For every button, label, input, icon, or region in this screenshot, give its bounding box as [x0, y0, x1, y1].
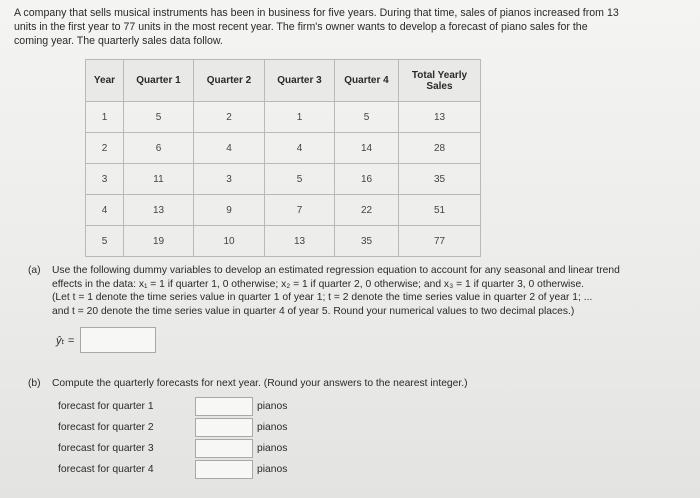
- table-row: [86, 226, 481, 257]
- table-cell: 3: [86, 164, 124, 195]
- forecast-q4-input[interactable]: [195, 460, 253, 479]
- table-cell: 1: [86, 102, 124, 133]
- regression-equation-input[interactable]: [80, 327, 156, 353]
- table-cell: 4: [194, 133, 265, 164]
- intro-line: coming year. The quarterly sales data follow.: [14, 35, 223, 47]
- problem-intro: [14, 6, 690, 48]
- forecast-unit: pianos: [257, 401, 288, 412]
- table-cell: 5: [335, 102, 399, 133]
- table-cell: 28: [399, 133, 481, 164]
- table-row: [86, 164, 481, 195]
- header-year: Year: [86, 60, 124, 102]
- table-cell: 11: [124, 164, 194, 195]
- forecast-label: forecast for quarter 3: [58, 443, 154, 454]
- table-cell: 13: [399, 102, 481, 133]
- forecast-label: forecast for quarter 4: [58, 464, 154, 475]
- table-cell: 5: [86, 226, 124, 257]
- table-cell: 7: [265, 195, 335, 226]
- forecast-row-q4: [58, 460, 287, 479]
- table-cell: 14: [335, 133, 399, 164]
- table-header-row: [86, 60, 481, 102]
- table-cell: 35: [399, 164, 481, 195]
- intro-line: units in the first year to 77 units in the most recent year. The firm's owner wants to develop a forecast of piano sales for the: [14, 21, 588, 33]
- part-b-tag: (b): [28, 378, 41, 389]
- table-cell: 13: [124, 195, 194, 226]
- table-cell: 4: [265, 133, 335, 164]
- table-cell: 9: [194, 195, 265, 226]
- table-cell: 3: [194, 164, 265, 195]
- yhat-label: ŷₜ =: [56, 334, 75, 347]
- forecast-row-q3: [58, 439, 287, 458]
- quarterly-sales-table: [85, 59, 481, 257]
- part-b-prompt: Compute the quarterly forecasts for next year. (Round your answers to the nearest integer.): [52, 378, 468, 389]
- header-quarter-3: Quarter 3: [265, 60, 335, 102]
- table-cell: 5: [124, 102, 194, 133]
- forecast-row-q2: [58, 418, 287, 437]
- forecast-unit: pianos: [257, 464, 288, 475]
- forecast-row-q1: [58, 397, 287, 416]
- table-cell: 35: [335, 226, 399, 257]
- header-quarter-1: Quarter 1: [124, 60, 194, 102]
- forecast-label: forecast for quarter 1: [58, 401, 154, 412]
- table-cell: 51: [399, 195, 481, 226]
- header-total-yearly-sales: Total Yearly Sales: [399, 60, 481, 102]
- part-a-line: (Let t = 1 denote the time series value in quarter 1 of year 1; t = 2 denote the time series value in quarter 2 of year 1; ...: [52, 292, 593, 303]
- table-cell: 2: [194, 102, 265, 133]
- forecast-unit: pianos: [257, 443, 288, 454]
- table-cell: 77: [399, 226, 481, 257]
- table-cell: 22: [335, 195, 399, 226]
- table-cell: 10: [194, 226, 265, 257]
- part-a-question: [28, 264, 688, 318]
- forecast-q3-input[interactable]: [195, 439, 253, 458]
- intro-line: A company that sells musical instruments has been in business for five years. During that time, sales of pianos increased from 13: [14, 7, 619, 19]
- header-quarter-2: Quarter 2: [194, 60, 265, 102]
- table-cell: 1: [265, 102, 335, 133]
- part-b-question: [28, 377, 468, 391]
- table-cell: 16: [335, 164, 399, 195]
- table-cell: 4: [86, 195, 124, 226]
- table-row: [86, 102, 481, 133]
- table-cell: 13: [265, 226, 335, 257]
- forecast-unit: pianos: [257, 422, 288, 433]
- table-cell: 5: [265, 164, 335, 195]
- table-cell: 6: [124, 133, 194, 164]
- regression-equation-row: [56, 327, 156, 353]
- part-a-tag: (a): [28, 265, 41, 276]
- table-cell: 2: [86, 133, 124, 164]
- header-quarter-4: Quarter 4: [335, 60, 399, 102]
- table-row: [86, 195, 481, 226]
- forecast-q2-input[interactable]: [195, 418, 253, 437]
- table-cell: 19: [124, 226, 194, 257]
- table-row: [86, 133, 481, 164]
- forecast-label: forecast for quarter 2: [58, 422, 154, 433]
- forecast-q1-input[interactable]: [195, 397, 253, 416]
- part-a-line: effects in the data: x₁ = 1 if quarter 1, 0 otherwise; x₂ = 1 if quarter 2, 0 otherwise; and x₃ = 1 if quarter 3, 0 otherwise.: [52, 278, 585, 290]
- part-a-line: and t = 20 denote the time series value in quarter 4 of year 5. Round your numerical values to two decimal places.): [52, 305, 575, 317]
- part-a-line: Use the following dummy variables to develop an estimated regression equation to account for any seasonal and linear trend: [52, 265, 620, 276]
